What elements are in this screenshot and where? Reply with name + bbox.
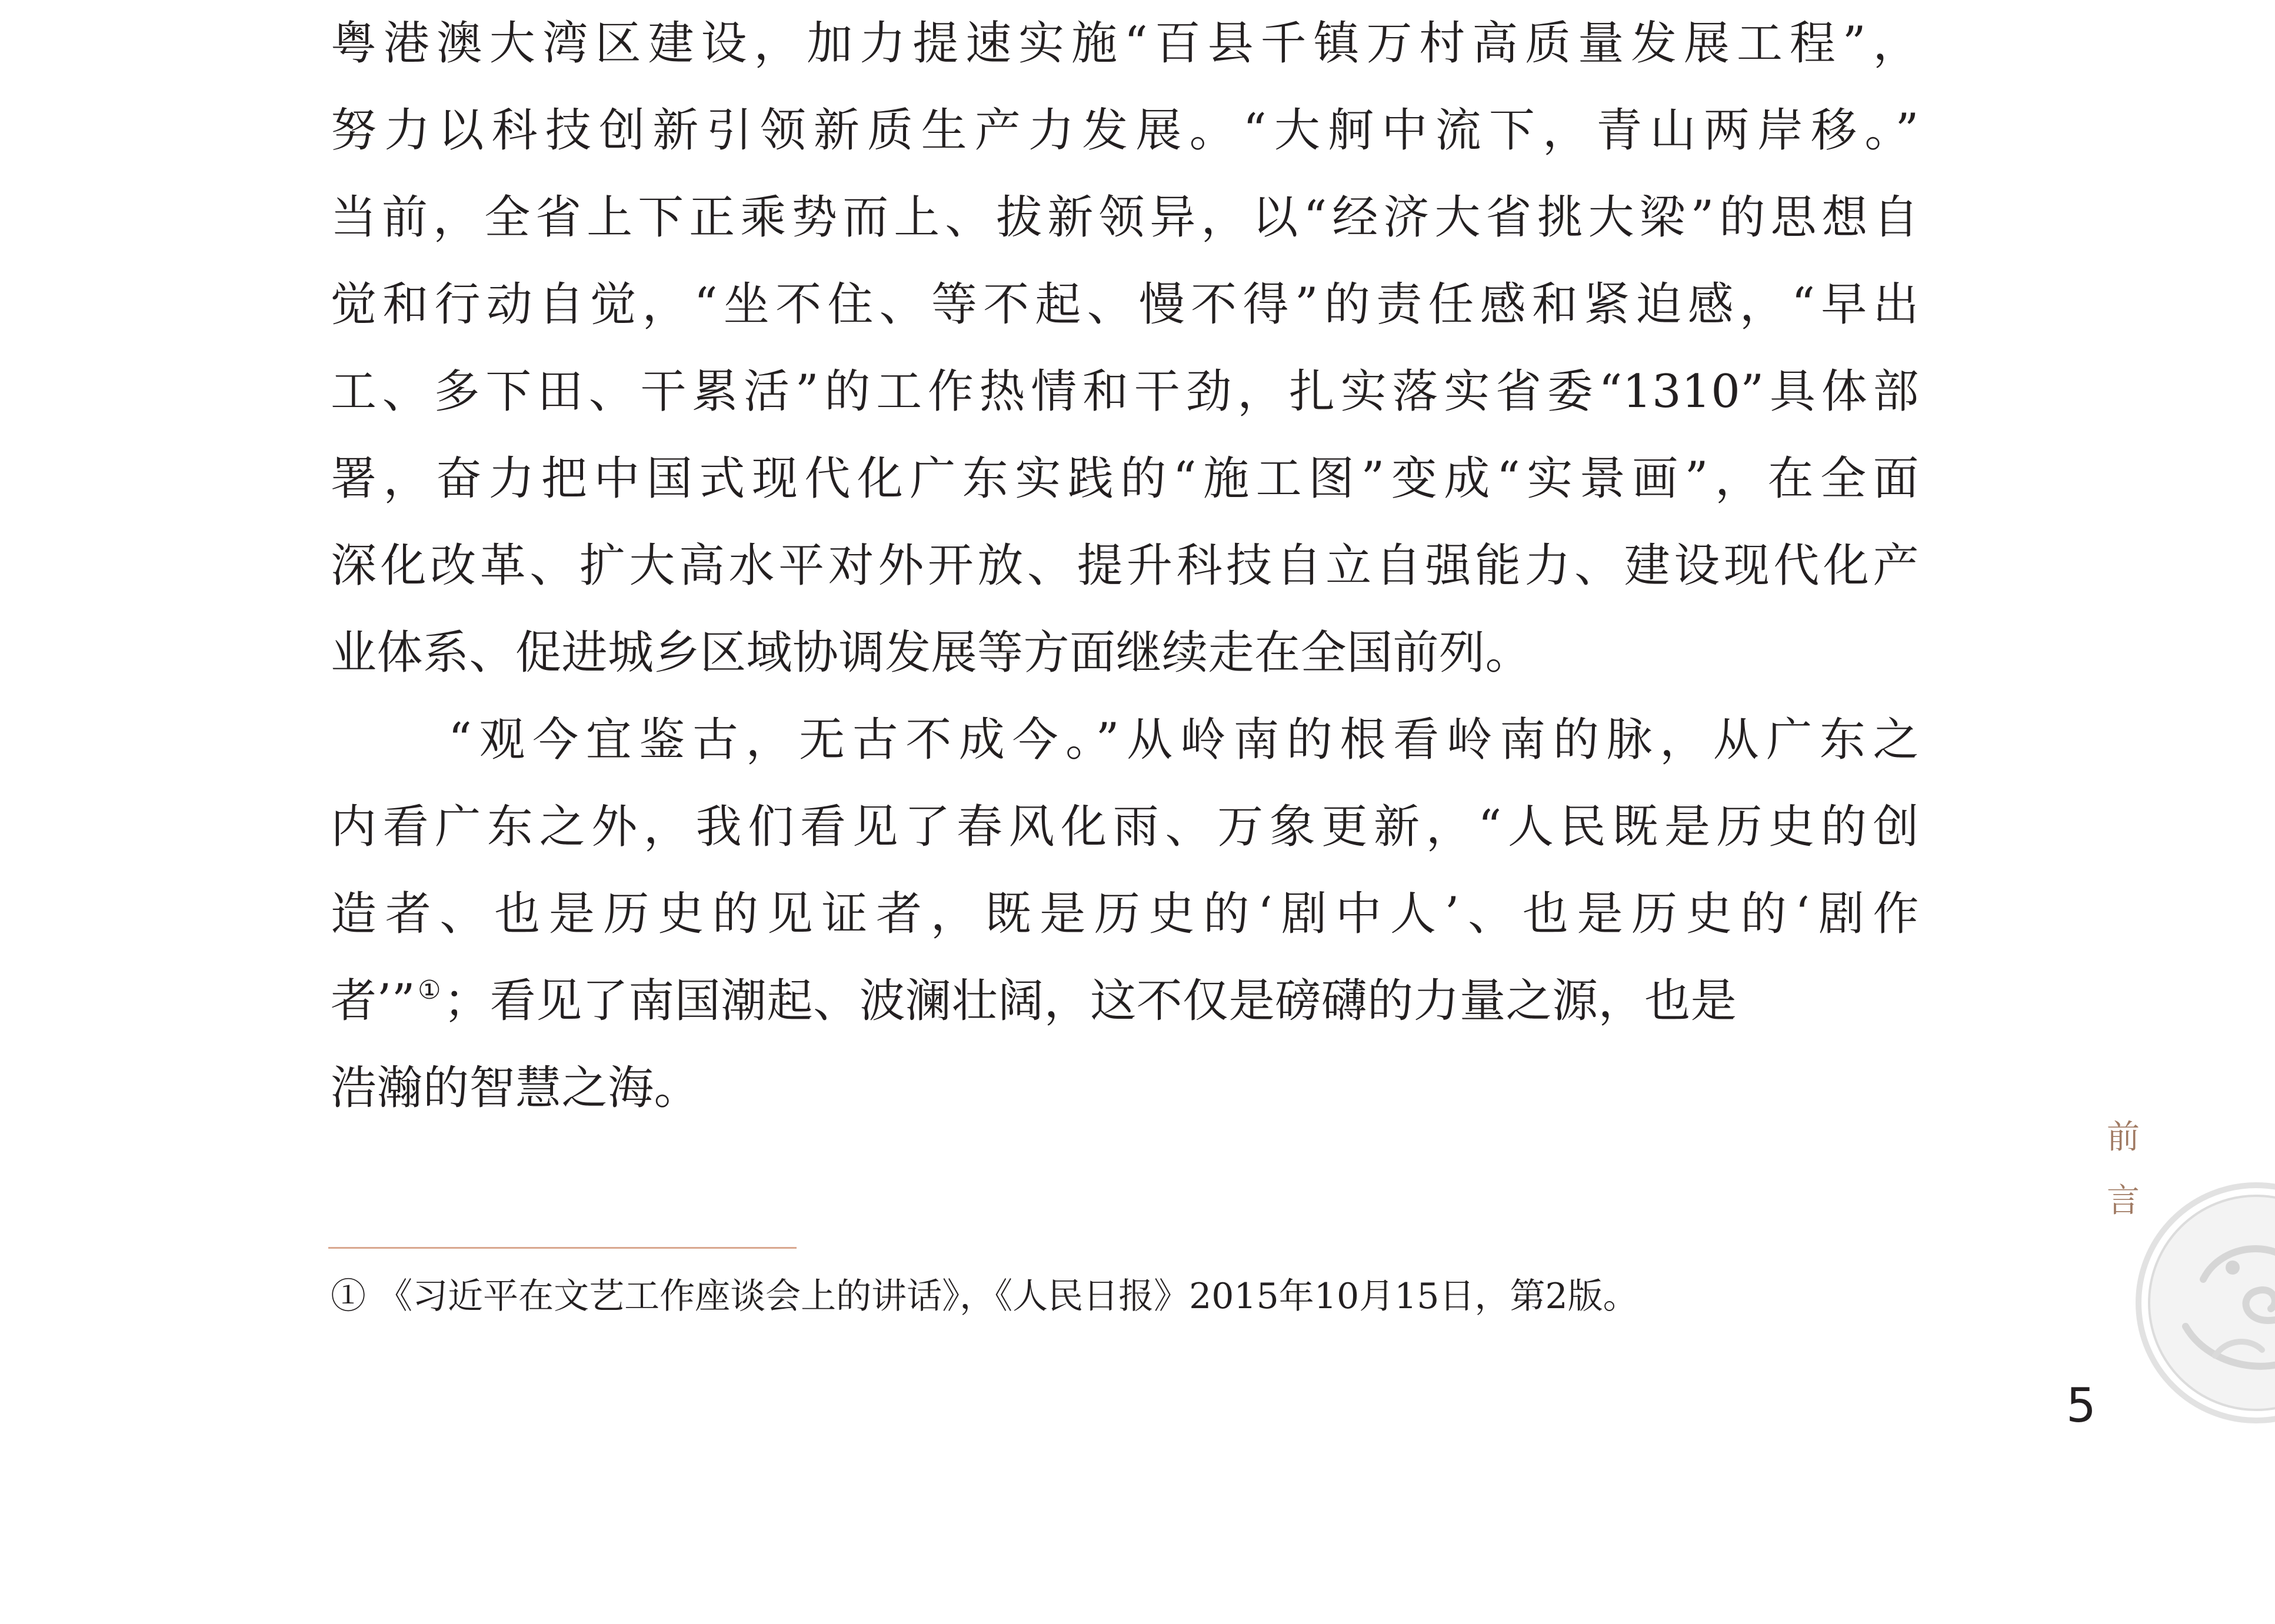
text-line: 造者、也是历史的见证者，既是历史的‘剧中人’、也是历史的‘剧作 <box>331 888 1919 941</box>
text-line: 内看广东之外，我们看见了春风化雨、万象更新，“人民既是历史的创 <box>331 801 1919 853</box>
text-line-with-footnote <box>331 958 1919 1045</box>
text-line: 觉和行动自觉，“坐不住、等不起、慢不得”的责任感和紧迫感，“早出 <box>331 278 1919 331</box>
text-line: 工、多下田、干累活”的工作热情和干劲，扎实落实省委“1310”具体部 <box>331 365 1919 418</box>
footnote: ① 《习近平在文艺工作座谈会上的讲话》，《人民日报》2015年10月15日，第2版。 <box>331 1276 1638 1317</box>
text-line: “观今宜鉴古，无古不成今。”从岭南的根看岭南的脉，从广东之 <box>448 713 1919 766</box>
footnote-divider <box>328 1247 797 1249</box>
footnote-ref[interactable]: ① <box>418 975 442 1005</box>
section-label-char: 言 <box>2107 1182 2140 1220</box>
text-fragment: 者’” <box>331 975 416 1028</box>
text-line: 深化改革、扩大高水平对外开放、提升科技自立自强能力、建设现代化产 <box>331 539 1919 592</box>
main-text <box>331 0 1919 1132</box>
cropped-top-line <box>331 0 1919 7</box>
decorative-seal-icon <box>2133 1179 2275 1426</box>
text-line: 努力以科技创新引领新质生产力发展。“大舸中流下，青山两岸移。” <box>331 104 1919 157</box>
text-line: 粤港澳大湾区建设，加力提速实施“百县千镇万村高质量发展工程”， <box>331 17 1919 70</box>
text-line: 业体系、促进城乡区域协调发展等方面继续走在全国前列。 <box>331 626 1532 679</box>
text-line: 当前，全省上下正乘势而上、拔新领异，以“经济大省挑大梁”的思想自 <box>331 191 1919 244</box>
text-fragment: ；看见了南国潮起、波澜壮阔，这不仅是磅礴的力量之源，也是 <box>444 975 1737 1028</box>
text-line: 浩瀚的智慧之海。 <box>331 1062 701 1115</box>
text-line: 署，奋力把中国式现代化广东实践的“施工图”变成“实景画”，在全面 <box>331 452 1919 505</box>
page-number: 5 <box>2066 1378 2096 1433</box>
section-label-char: 前 <box>2107 1118 2140 1156</box>
